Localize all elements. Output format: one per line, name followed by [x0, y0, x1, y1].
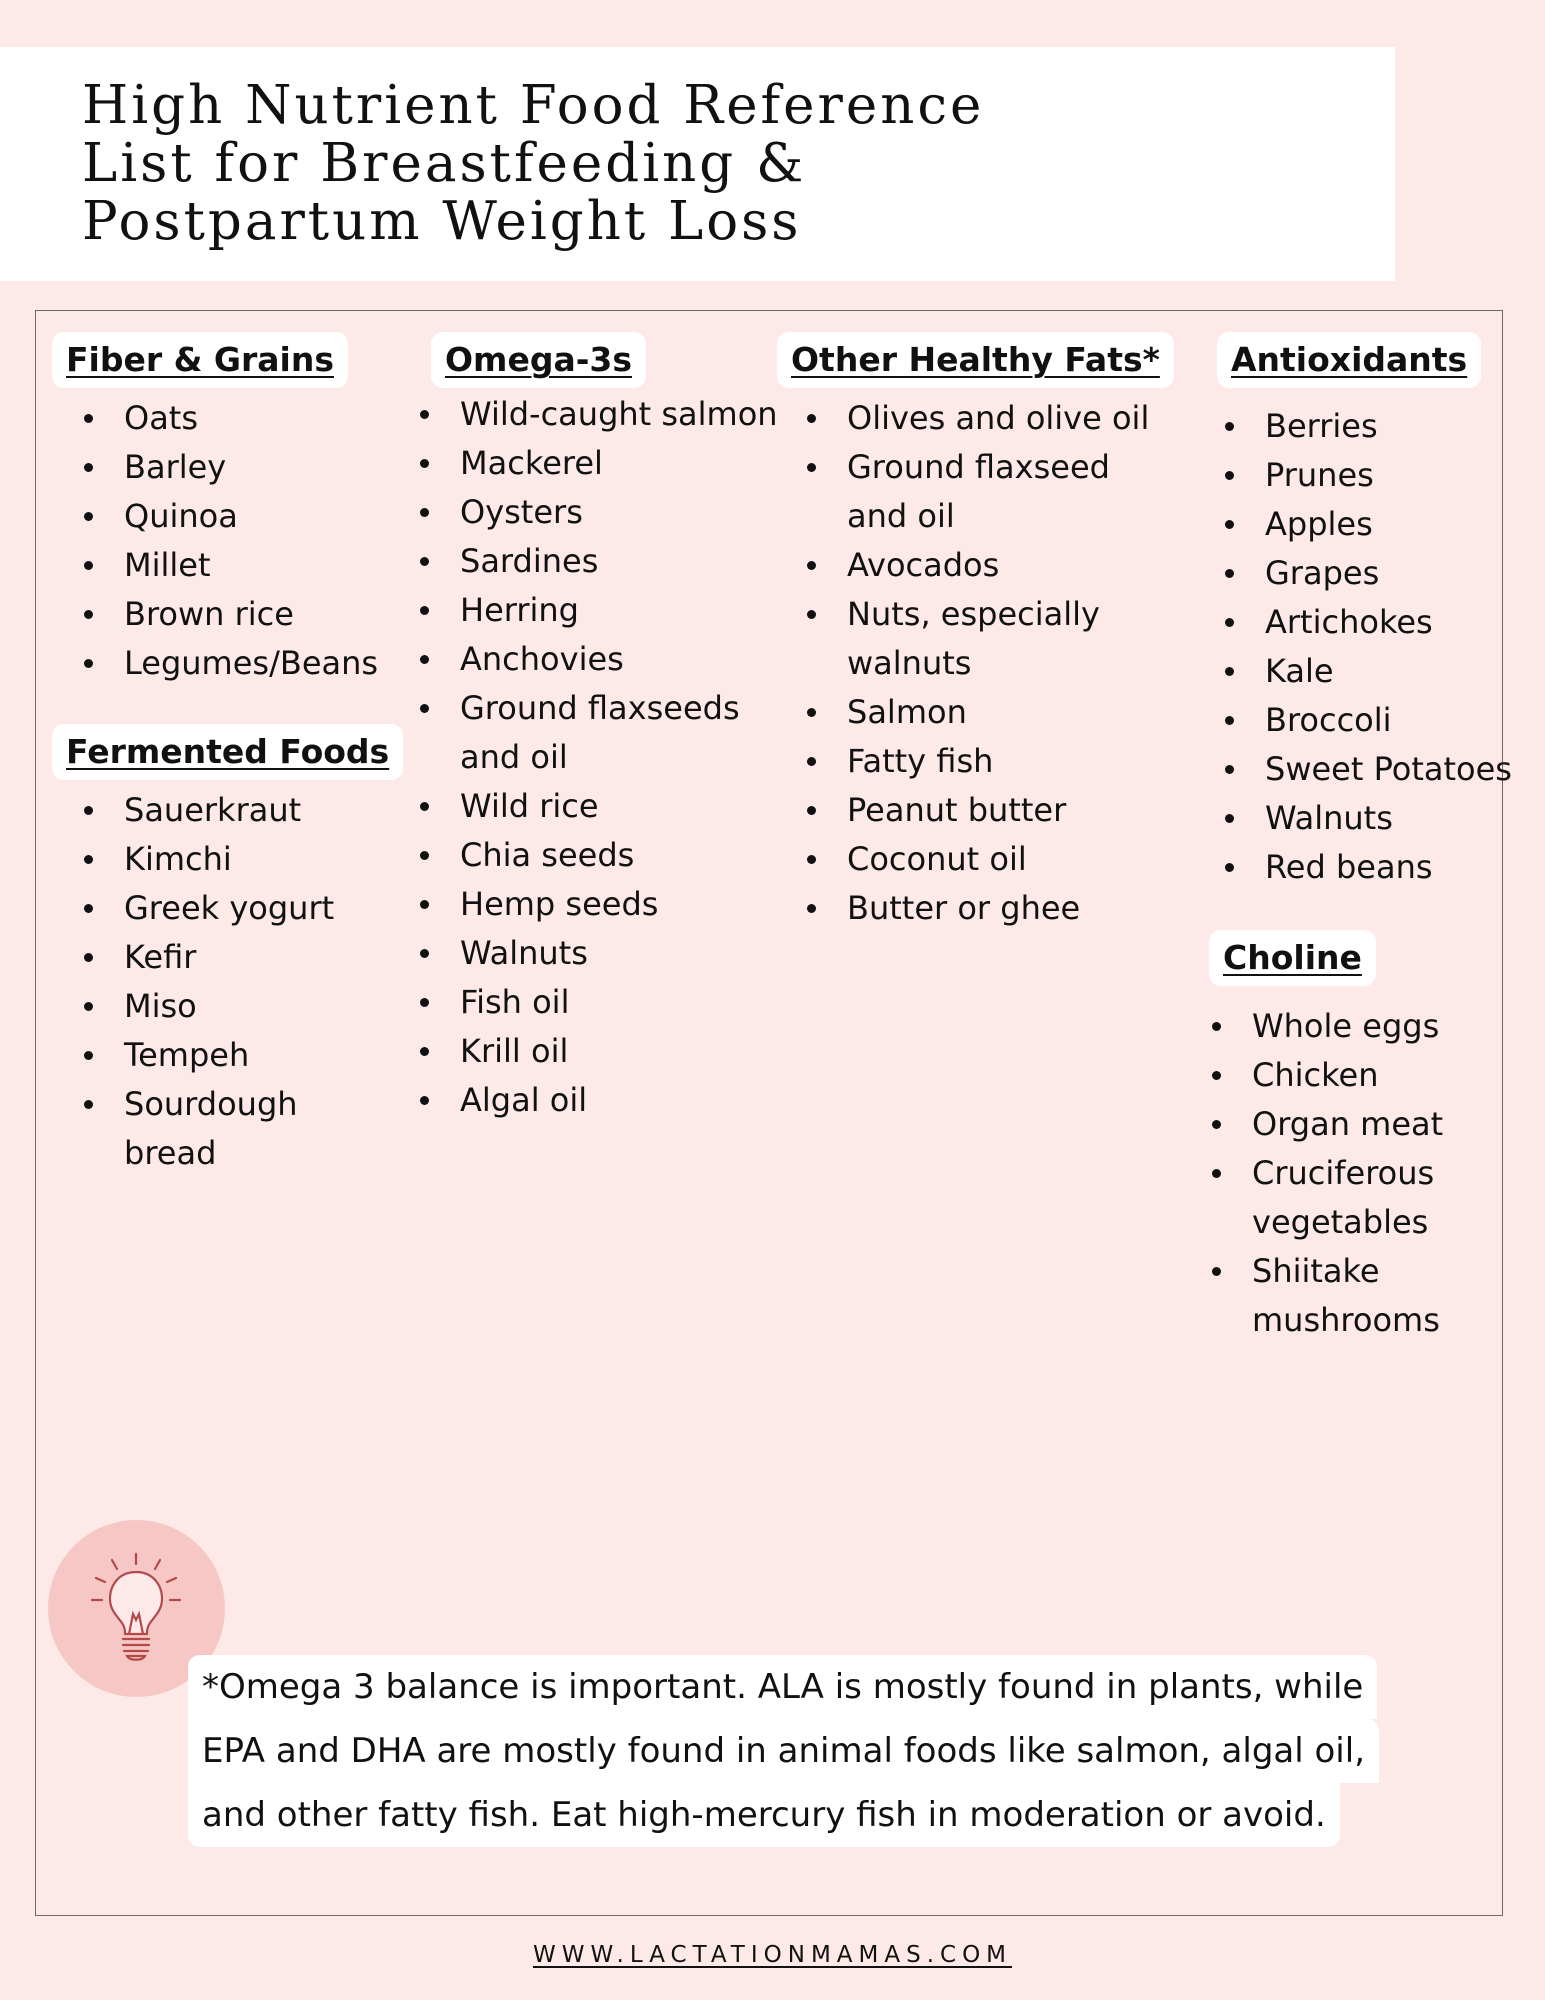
list-antioxidants	[1225, 402, 1512, 892]
note-line: and other fatty fish. Eat high-mercury fish in moderation or avoid.	[188, 1783, 1340, 1847]
list-omega-3s	[420, 390, 778, 1125]
list-item: Oysters	[420, 488, 778, 537]
item-text-continued: vegetables	[1252, 1203, 1429, 1241]
list-item: Salmon	[807, 688, 1149, 737]
list-item	[1212, 1247, 1443, 1345]
list-item: Coconut oil	[807, 835, 1149, 884]
item-text-continued: bread	[124, 1134, 217, 1172]
list-item: Wild rice	[420, 782, 778, 831]
list-fermented-foods	[84, 786, 334, 1178]
list-item	[420, 684, 778, 782]
title-line: Postpartum Weight Loss	[82, 191, 802, 252]
item-text: Cruciferous	[1252, 1154, 1435, 1192]
list-item: Fish oil	[420, 978, 778, 1027]
list-item: Walnuts	[1225, 794, 1512, 843]
list-item: Berries	[1225, 402, 1512, 451]
page-title	[82, 77, 984, 251]
list-item: Olives and olive oil	[807, 394, 1149, 443]
list-item: Kale	[1225, 647, 1512, 696]
title-line: List for Breastfeeding &	[82, 133, 807, 194]
list-item: Broccoli	[1225, 696, 1512, 745]
list-item: Chicken	[1212, 1051, 1443, 1100]
title-banner	[0, 47, 1395, 281]
heading-fermented-foods: Fermented Foods	[52, 724, 403, 780]
list-item: Chia seeds	[420, 831, 778, 880]
heading-fiber-grains: Fiber & Grains	[52, 332, 348, 388]
item-text: Nuts, especially	[847, 595, 1100, 633]
list-item: Peanut butter	[807, 786, 1149, 835]
list-other-healthy-fats	[807, 394, 1149, 933]
list-item: Sauerkraut	[84, 786, 334, 835]
heading-antioxidants: Antioxidants	[1217, 332, 1481, 388]
item-text: Ground flaxseed	[847, 448, 1110, 486]
list-item	[84, 1080, 334, 1178]
list-fiber-grains	[84, 394, 378, 688]
list-item	[1212, 1149, 1443, 1247]
list-item: Greek yogurt	[84, 884, 334, 933]
heading-omega-3s: Omega-3s	[431, 332, 646, 388]
omega-note	[188, 1655, 1366, 1847]
footer-website-link[interactable]: WWW.LACTATIONMAMAS.COM	[532, 1942, 1013, 1968]
list-item: Artichokes	[1225, 598, 1512, 647]
heading-choline: Choline	[1209, 930, 1376, 986]
item-text-continued: mushrooms	[1252, 1301, 1440, 1339]
note-line: *Omega 3 balance is important. ALA is mostly found in plants, while	[188, 1655, 1377, 1719]
title-line: High Nutrient Food Reference	[82, 75, 985, 136]
list-choline	[1212, 1002, 1443, 1345]
item-text-continued: and oil	[460, 738, 568, 776]
list-item: Krill oil	[420, 1027, 778, 1076]
list-item: Grapes	[1225, 549, 1512, 598]
list-item: Miso	[84, 982, 334, 1031]
list-item: Hemp seeds	[420, 880, 778, 929]
list-item: Whole eggs	[1212, 1002, 1443, 1051]
list-item: Sweet Potatoes	[1225, 745, 1512, 794]
list-item: Apples	[1225, 500, 1512, 549]
list-item	[807, 590, 1149, 688]
list-item: Quinoa	[84, 492, 378, 541]
list-item: Millet	[84, 541, 378, 590]
list-item: Kimchi	[84, 835, 334, 884]
list-item: Kefir	[84, 933, 334, 982]
list-item: Walnuts	[420, 929, 778, 978]
list-item: Herring	[420, 586, 778, 635]
list-item: Barley	[84, 443, 378, 492]
list-item: Anchovies	[420, 635, 778, 684]
list-item: Wild-caught salmon	[420, 390, 778, 439]
item-text: Ground flaxseeds	[460, 689, 740, 727]
list-item: Mackerel	[420, 439, 778, 488]
list-item: Avocados	[807, 541, 1149, 590]
list-item: Prunes	[1225, 451, 1512, 500]
list-item: Tempeh	[84, 1031, 334, 1080]
item-text: Sourdough	[124, 1085, 298, 1123]
list-item: Oats	[84, 394, 378, 443]
list-item: Butter or ghee	[807, 884, 1149, 933]
note-line: EPA and DHA are mostly found in animal foods like salmon, algal oil,	[188, 1719, 1379, 1783]
lightbulb-icon	[86, 1550, 186, 1670]
list-item: Organ meat	[1212, 1100, 1443, 1149]
list-item: Algal oil	[420, 1076, 778, 1125]
list-item: Sardines	[420, 537, 778, 586]
list-item: Red beans	[1225, 843, 1512, 892]
list-item	[807, 443, 1149, 541]
item-text: Shiitake	[1252, 1252, 1380, 1290]
list-item: Brown rice	[84, 590, 378, 639]
item-text-continued: walnuts	[847, 644, 972, 682]
item-text-continued: and oil	[847, 497, 955, 535]
list-item: Legumes/Beans	[84, 639, 378, 688]
list-item: Fatty fish	[807, 737, 1149, 786]
heading-other-healthy-fats: Other Healthy Fats*	[777, 332, 1174, 388]
